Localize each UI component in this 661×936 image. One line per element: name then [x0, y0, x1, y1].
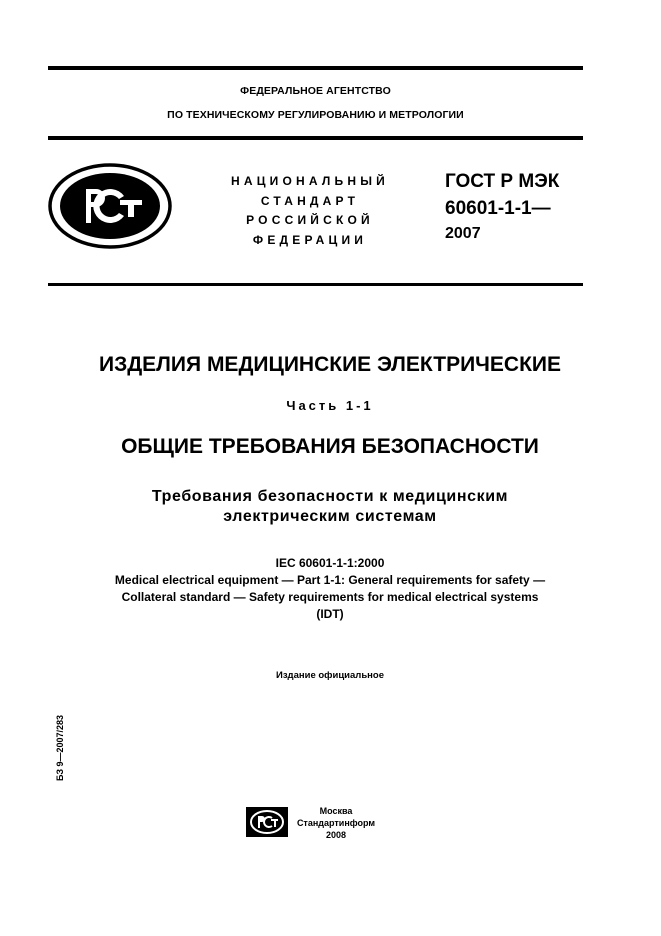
gost-logo-icon — [48, 163, 172, 249]
publisher-logo-icon — [246, 807, 288, 837]
iec-reference-line-1: Medical electrical equipment — Part 1-1: General requirements for safety — — [114, 573, 546, 587]
agency-rule — [48, 136, 583, 140]
document-part: Часть 1-1 — [286, 398, 374, 413]
iec-reference-code: IEC 60601-1-1:2000 — [275, 556, 385, 570]
document-description-line-2: электрическим системам — [223, 508, 437, 525]
document-title: ИЗДЕЛИЯ МЕДИЦИНСКИЕ ЭЛЕКТРИЧЕСКИЕ — [98, 353, 562, 376]
standard-designation-line-1: ГОСТ Р МЭК — [445, 171, 560, 192]
standard-type-line-3: РОССИЙСКОЙ — [246, 213, 374, 227]
standard-designation-year: 2007 — [445, 225, 481, 242]
publisher-name: Стандартинформ — [296, 818, 376, 828]
side-code: БЗ 9—2007/283 — [55, 714, 65, 782]
agency-line-1: ФЕДЕРАЛЬНОЕ АГЕНТСТВО — [240, 85, 391, 97]
top-rule — [48, 66, 583, 70]
header-rule — [48, 283, 583, 286]
standard-type-line-4: ФЕДЕРАЦИИ — [252, 233, 368, 247]
publisher-year: 2008 — [325, 830, 347, 840]
document-description-line-1: Требования безопасности к медицинским — [151, 488, 509, 505]
standard-designation-line-2: 60601-1-1— — [445, 198, 551, 219]
publisher-city: Москва — [319, 806, 353, 816]
document-subtitle: ОБЩИЕ ТРЕБОВАНИЯ БЕЗОПАСНОСТИ — [121, 435, 539, 458]
edition-label: Издание официальное — [276, 670, 384, 681]
iec-reference-line-2: Collateral standard — Safety requirements for medical electrical systems — [121, 590, 539, 604]
iec-reference-identity: (IDT) — [316, 607, 344, 621]
agency-line-2: ПО ТЕХНИЧЕСКОМУ РЕГУЛИРОВАНИЮ И МЕТРОЛОГИИ — [167, 109, 464, 121]
standard-type-line-2: СТАНДАРТ — [260, 194, 360, 208]
standard-type-line-1: НАЦИОНАЛЬНЫЙ — [230, 174, 390, 188]
